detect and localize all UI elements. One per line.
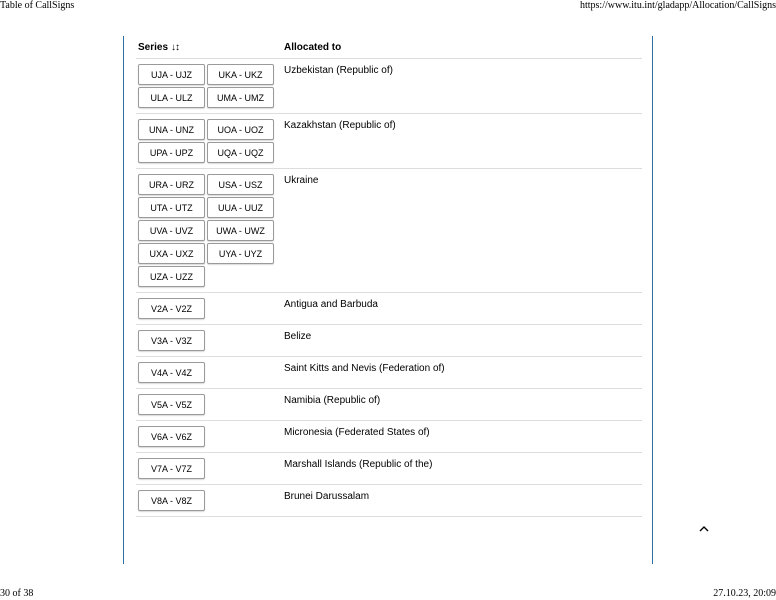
series-button[interactable]: V5A - V5Z <box>138 394 205 415</box>
table-row <box>136 453 642 485</box>
allocated-cell: Ukraine <box>284 175 319 186</box>
series-button[interactable]: UTA - UTZ <box>138 197 205 218</box>
table-row <box>136 357 642 389</box>
series-button[interactable]: UYA - UYZ <box>207 243 274 264</box>
series-button[interactable]: UVA - UVZ <box>138 220 205 241</box>
content-border-left <box>123 36 124 564</box>
series-button[interactable]: V6A - V6Z <box>138 426 205 447</box>
series-header-label: Series <box>138 41 169 53</box>
series-cell <box>136 64 284 110</box>
print-page-number: 30 of 38 <box>0 588 34 599</box>
allocated-cell: Namibia (Republic of) <box>284 395 381 406</box>
series-column-header[interactable] <box>136 42 284 53</box>
scroll-top-icon[interactable] <box>697 521 711 535</box>
print-title: Table of CallSigns <box>0 0 75 11</box>
series-button[interactable]: USA - USZ <box>207 174 274 195</box>
series-cell <box>136 458 284 481</box>
series-button[interactable]: UKA - UKZ <box>207 64 274 85</box>
series-button[interactable]: ULA - ULZ <box>138 87 205 108</box>
series-button[interactable]: V2A - V2Z <box>138 298 205 319</box>
allocated-cell: Brunei Darussalam <box>284 491 370 502</box>
series-cell <box>136 174 284 289</box>
series-cell <box>136 119 284 165</box>
series-button[interactable]: UQA - UQZ <box>207 142 274 163</box>
print-datetime: 27.10.23, 20:09 <box>713 588 776 599</box>
series-button[interactable]: UJA - UJZ <box>138 64 205 85</box>
series-button[interactable]: UUA - UUZ <box>207 197 274 218</box>
allocated-cell: Kazakhstan (Republic of) <box>284 120 396 131</box>
series-button[interactable]: UOA - UOZ <box>207 119 274 140</box>
allocated-cell: Uzbekistan (Republic of) <box>284 65 393 76</box>
series-cell <box>136 330 284 353</box>
series-cell <box>136 426 284 449</box>
allocated-cell: Saint Kitts and Nevis (Federation of) <box>284 363 445 374</box>
series-button[interactable]: UXA - UXZ <box>138 243 205 264</box>
series-cell <box>136 490 284 513</box>
allocated-cell: Marshall Islands (Republic of the) <box>284 459 433 470</box>
table-row <box>136 169 642 293</box>
table-header <box>136 36 642 59</box>
series-cell <box>136 394 284 417</box>
content-border-right <box>652 36 653 564</box>
series-button[interactable]: V7A - V7Z <box>138 458 205 479</box>
table-row <box>136 293 642 325</box>
series-button[interactable]: UZA - UZZ <box>138 266 205 287</box>
table-row <box>136 114 642 169</box>
allocated-column-header: Allocated to <box>284 41 342 53</box>
print-url: https://www.itu.int/gladapp/Allocation/CallSigns <box>579 0 776 11</box>
table-row <box>136 325 642 357</box>
series-button[interactable]: URA - URZ <box>138 174 205 195</box>
series-button[interactable]: UWA - UWZ <box>207 220 274 241</box>
series-button[interactable]: V4A - V4Z <box>138 362 205 383</box>
allocated-cell: Belize <box>284 331 312 342</box>
series-button[interactable]: UMA - UMZ <box>207 87 274 108</box>
series-button[interactable]: V8A - V8Z <box>138 490 205 511</box>
table-row <box>136 485 642 517</box>
table-row <box>136 389 642 421</box>
series-cell <box>136 362 284 385</box>
series-cell <box>136 298 284 321</box>
sort-icon[interactable]: ↓↕ <box>171 41 180 53</box>
series-button[interactable]: V3A - V3Z <box>138 330 205 351</box>
allocated-cell: Micronesia (Federated States of) <box>284 427 430 438</box>
callsign-table <box>136 36 642 517</box>
allocated-cell: Antigua and Barbuda <box>284 299 378 310</box>
table-row <box>136 421 642 453</box>
table-body <box>136 59 642 517</box>
series-button[interactable]: UNA - UNZ <box>138 119 205 140</box>
series-button[interactable]: UPA - UPZ <box>138 142 205 163</box>
table-row <box>136 59 642 114</box>
